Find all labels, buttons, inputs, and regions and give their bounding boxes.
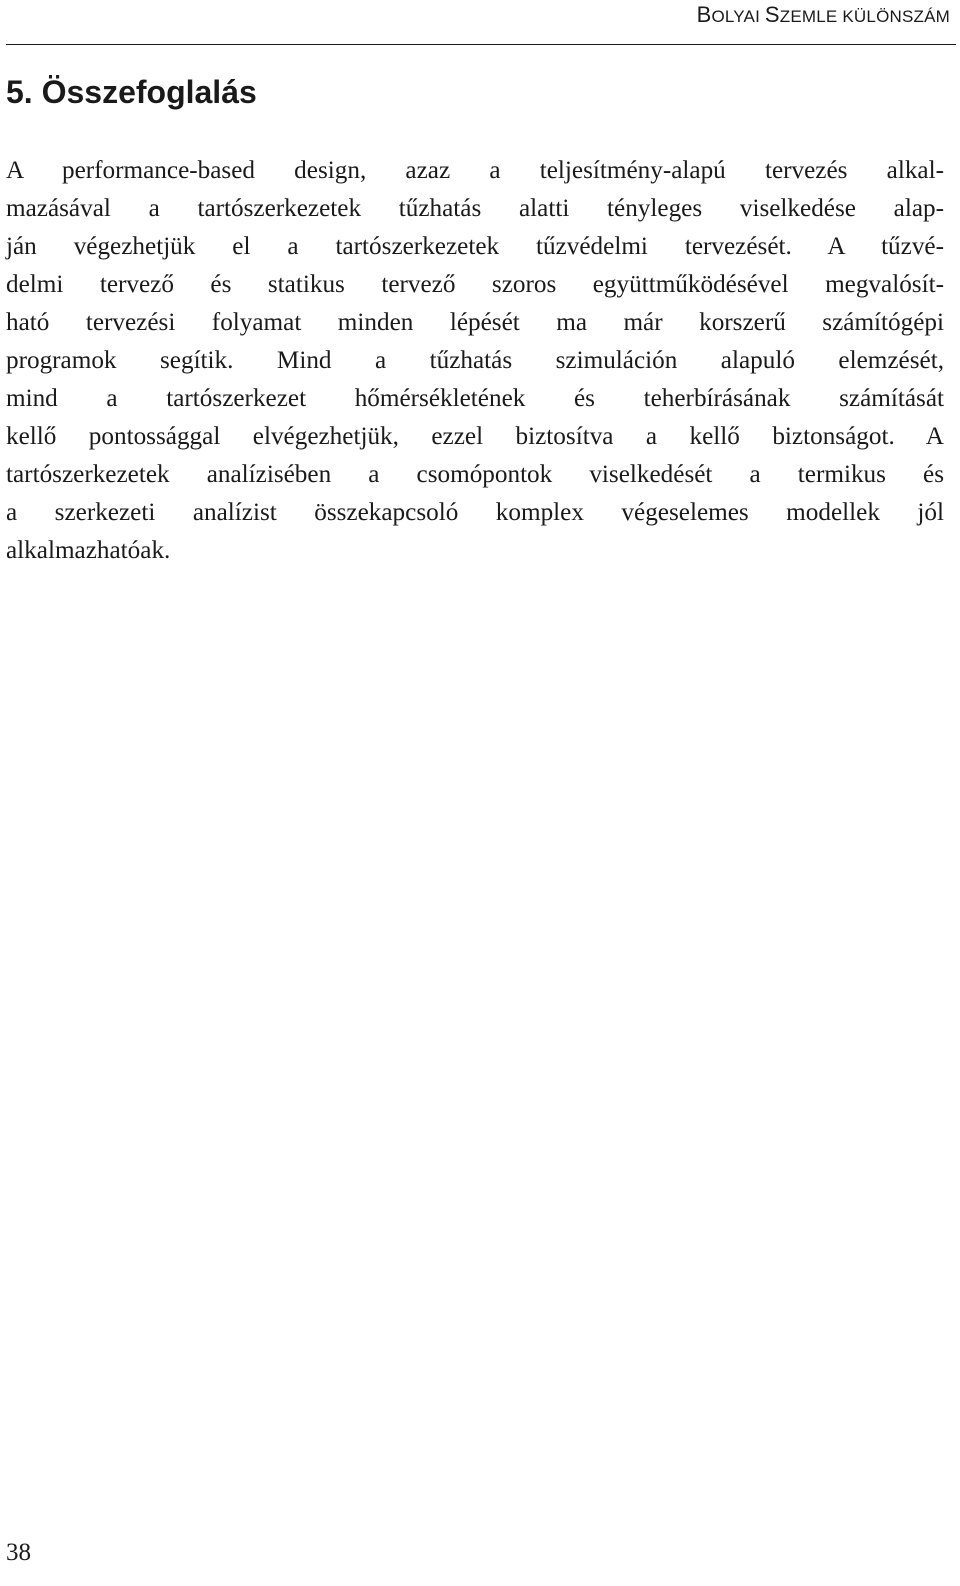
running-header-part: B bbox=[696, 2, 712, 27]
page-number: 38 bbox=[6, 1539, 31, 1566]
running-header-part: ZEMLE KÜLÖNSZÁM bbox=[779, 7, 950, 26]
paragraph-line: programok segítik. Mind a tűzhatás szimuláción alapuló elemzését, bbox=[6, 347, 944, 374]
body-paragraph bbox=[6, 152, 944, 570]
paragraph-line: A performance-based design, azaz a teljesítmény-alapú tervezés alkal- bbox=[6, 157, 944, 184]
paragraph-line: mind a tartószerkezet hőmérsékletének és teherbírásának számítását bbox=[6, 385, 944, 412]
running-header bbox=[697, 2, 950, 28]
paragraph-line: delmi tervező és statikus tervező szoros együttműködésével megvalósít- bbox=[6, 271, 944, 298]
running-header-part: S bbox=[764, 2, 780, 27]
paragraph-line: mazásával a tartószerkezetek tűzhatás alatti tényleges viselkedése alap- bbox=[6, 195, 944, 222]
paragraph-line: ján végezhetjük el a tartószerkezetek tűzvédelmi tervezését. A tűzvé- bbox=[6, 233, 944, 260]
running-header-part: OLYAI bbox=[711, 7, 765, 26]
paragraph-line: tartószerkezetek analízisében a csomópontok viselkedését a termikus és bbox=[6, 461, 944, 488]
paragraph-line: ható tervezési folyamat minden lépését ma már korszerű számítógépi bbox=[6, 309, 944, 336]
section-heading: 5. Összefoglalás bbox=[6, 74, 257, 110]
paragraph-line: kellő pontossággal elvégezhetjük, ezzel biztosítva a kellő biztonságot. A bbox=[6, 423, 944, 450]
header-rule bbox=[6, 44, 956, 45]
paragraph-line: alkalmazhatóak. bbox=[6, 537, 171, 564]
paragraph-line: a szerkezeti analízist összekapcsoló komplex végeselemes modellek jól bbox=[6, 499, 944, 526]
